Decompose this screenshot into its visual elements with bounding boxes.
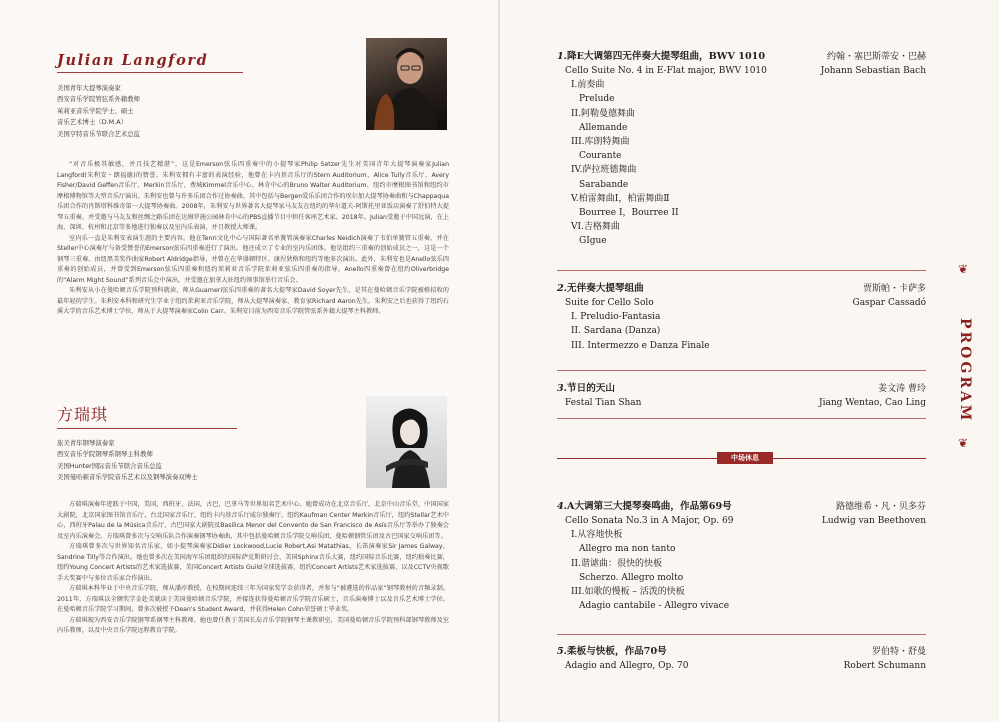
role-line: 美国青年大提琴演奏家 bbox=[57, 84, 121, 92]
movement-en: Courante bbox=[579, 151, 622, 162]
movement-cn: II.谐谑曲：很快的快板 bbox=[571, 558, 662, 569]
composer-en: Gaspar Cassadó bbox=[852, 298, 926, 309]
movement-cn: IV.萨拉班德舞曲 bbox=[571, 165, 637, 176]
role-line: 茱莉亚音乐学院学士、硕士 bbox=[57, 106, 134, 115]
bio-paragraph: 朱利安从小在曼哈顿音乐学院预科就读，师从Guarneri弦乐四重奏的著名大提琴家David Soyer先生，是其在曼哈顿音乐学院被格招收的最年轻的学生。朱利安本科和研究生学业于纽约茱莉亚音乐学院，师从大提琴演奏家、教育家Richard Aaron先生。朱利安之后也获得了纽约石溪大学的音乐艺术博士学位，师从于大提琴演奏家Colin Carr。朱利安目前为西安音乐学院管弦系外籍大提琴主科教师。 bbox=[57, 287, 449, 315]
bio-paragraph: 方瑞琪演奏年迹跃于中国，美国，西班牙，法国，古巴，巴拿马等世界知名艺术中心。她曾成功在北京音乐厅，北京中山音乐堂，中国国家大剧院，北京国家图书馆音乐厅，台北国家音乐厅，纽约卡内基音乐厅威尔独奏厅，纽约Kaufman Center Merkin音乐厅，纽约Stellar艺术中心，西班牙Palau de la Música音乐厅，古巴国家大剧院及Basilica Menor del Convento de San Francisco de Asís音乐厅等举办了独奏会及室内乐演奏会。方瑞琪曾多次与交响乐队合作演奏钢琴协奏曲，其中包括曼哈顿音乐学院交响乐团，曼哈顿钢管乐团及古巴国家交响乐团等。 bbox=[57, 501, 449, 540]
movement-en: II. Sardana (Danza) bbox=[571, 326, 661, 337]
movement-cn: VI.吉格舞曲 bbox=[571, 222, 620, 233]
bio-paragraph: 方瑞琪本科毕业于中央音乐学院，师从潘淳教授，在校期间连续三年为国家奖学金获得者，并参与“被遴选的作品家”钢琴教材的音频录制。2011年，方瑞琪以全额奖学金赴美就读于美国曼哈顿音乐学院，并接连获得曼哈顿音乐学院音乐硕士，音乐演奏博士以及音乐艺术博士学位。在曼哈顿音乐学院学习期间，曾多次被授予Dean's Student Award，并获得Helen Cohn荣誉硕士毕业奖。 bbox=[57, 585, 449, 613]
divider bbox=[557, 418, 926, 419]
performer-2-roles bbox=[57, 438, 198, 484]
piece-title: 2.无伴奏大提琴组曲 bbox=[557, 283, 644, 294]
movement-en: III. Intermezzo e Danza Finale bbox=[571, 340, 710, 351]
composer-en: Johann Sebastian Bach bbox=[820, 66, 926, 77]
piece-subtitle: Festal Tian Shan bbox=[565, 398, 642, 408]
movement-cn: V.柏雷舞曲Ⅰ，柏雷舞曲Ⅱ bbox=[571, 193, 670, 204]
flourish-top-icon: ❦ bbox=[958, 262, 969, 276]
divider bbox=[557, 370, 926, 371]
piece-1-composer bbox=[821, 50, 926, 78]
movement-en: Allemande bbox=[579, 122, 628, 133]
piece-4-composer bbox=[822, 500, 926, 528]
movement-en: Scherzo. Allegro molto bbox=[579, 572, 684, 583]
piece-subtitle: Suite for Cello Solo bbox=[565, 298, 654, 308]
movement-cn: II.阿勒曼德舞曲 bbox=[571, 108, 635, 119]
composer-en: Ludwig van Beethoven bbox=[821, 516, 926, 527]
composer-cn: 贾斯帕・卡萨多 bbox=[862, 284, 926, 294]
piece-title: 3.节日的天山 bbox=[557, 383, 615, 394]
movement-cn: I.从容地快板 bbox=[571, 530, 623, 541]
piece-title: 1.降E大调第四无伴奏大提琴组曲，BWV 1010 bbox=[557, 51, 766, 62]
composer-cn: 路德维希・凡・贝多芬 bbox=[835, 502, 926, 512]
movement-en: Adagio cantabile - Allegro vivace bbox=[579, 601, 730, 612]
role-line: 美国亨特音乐节联合艺术总监 bbox=[57, 129, 141, 138]
performer-1-roles bbox=[57, 83, 140, 140]
bio-paragraph: “对音乐极其敏感，并且技艺精湛”，这是Emerson弦乐四重奏中的小提琴家Philip Setzer先生对美国青年大提琴演奏家Julian Langford(朱利安・朗福德)的赞誉。朱利安拥有丰富的表演经验，他曾在卡内基音乐厅的Stern Auditorium、Alice Tully音乐厅、Avery Fisher/David Geffen音乐厅、Merkin音乐厅、费城Kimmel音乐中心、林肯中心的Bruno Walter Auditorium、纽约市摩根图书馆和纽约市摩根博物馆等大型音乐厅演出。朱利安也曾与许多乐团合作过协奏曲，其中包括与Bergen爱乐乐团合作的埃尔加大提琴协奏曲和与Chappaqua乐团合作的肖斯塔科维奇第一大提琴协奏曲。2008年，朱利安与世界著名大提琴家马友友在纽约的华尔道夫-阿斯托里亚饭店演奏了舒伯特大提琴五重奏，并受邀与马友友和丝绸之路乐团在达姆罗施公园林肯中心的PBS直播节目中担任客座艺术家。2018年，Julian受邀于中国远演，在上海、深圳、杭州和北京等多地进行独奏以及室内乐表演，并且教授大师课。 bbox=[57, 161, 449, 231]
bio-paragraph: 方瑞琪现为西安音乐学院钢琴系钢琴主科教师。她也曾任教于美国长岛音乐学院钢琴主课教研室，美国曼哈顿音乐学院预科部钢琴教师及室内乐教师，以及中央音乐学院远程教育学院。 bbox=[57, 616, 449, 634]
performer-2-bio bbox=[57, 500, 449, 637]
performer-2-name: 方瑞琪 bbox=[57, 405, 109, 424]
bio-paragraph: 室内乐一直是朱利安表演生涯的主要内容。他在Tenri文化中心与国际著名单簧管演奏家Charles Neidich演奏了韦伯单簧管五重奏，并在Steller中心演奏厅与备受赞誉的Emerson弦乐四重奏进行了演出。他还成立了专业的室内乐团体。他是组约三重奏的创始成员之一，这是一个钢琴三重奏。由纽黑美奖作曲家Robert Aldridge指导，并曾在在华盛顿特区、康涅狄格和纽约等地多次演出。此外，朱利安也是Anello弦乐四重奏的创始成员，并曾受到Emerson弦乐四重奏和纽约茱莉亚音乐学院茱莉亚弦乐四重奏的指导。Anello四重奏曾在纽约Oliverbridge的“Alarm Might Sound”系列音乐会中演出，并受邀在加拿大驻纽约领事馆举行音乐会。 bbox=[57, 234, 449, 284]
piece-3-composer bbox=[819, 382, 926, 410]
movement-en: Allegro ma non tanto bbox=[579, 544, 676, 555]
piece-subtitle: Adagio and Allegro, Op. 70 bbox=[565, 661, 689, 671]
role-line: 西安音乐学院管弦系外籍教师 bbox=[57, 95, 141, 104]
movement-cn: I.前奏曲 bbox=[571, 80, 605, 91]
piece-subtitle: Cello Suite No. 4 in E-Flat major, BWV 1010 bbox=[565, 66, 767, 76]
program-side-label: PROGRAM bbox=[957, 318, 973, 424]
performer-1-name: Julian Langford bbox=[57, 52, 209, 69]
composer-cn: 约翰・塞巴斯蒂安・巴赫 bbox=[826, 52, 926, 62]
piece-title: 5.柔板与快板，作品70号 bbox=[557, 646, 667, 657]
role-line: 美国曼哈顿音乐学院音乐艺术以及钢琴演奏双博士 bbox=[57, 473, 198, 482]
role-line: 音乐艺术博士（D.M.A） bbox=[57, 118, 127, 127]
movement-cn: III.库朗特舞曲 bbox=[571, 137, 630, 148]
divider bbox=[557, 270, 926, 271]
cellist-portrait-icon bbox=[366, 38, 447, 130]
movement-cn: III.如歌的慢板 – 活泼的快板 bbox=[571, 587, 685, 598]
performer-1-photo bbox=[366, 38, 447, 130]
performer-2-photo bbox=[366, 396, 447, 488]
movement-en: GIgue bbox=[579, 236, 607, 247]
role-line: 美国Hunter国际音乐节联合音乐总监 bbox=[57, 461, 163, 470]
role-line: 旅美青年钢琴演奏家 bbox=[57, 439, 115, 447]
movement-en: Prelude bbox=[579, 94, 615, 105]
performer-1-rule bbox=[57, 72, 243, 73]
page-fold bbox=[498, 0, 500, 722]
piece-title: 4.A大调第三大提琴奏鸣曲，作品第69号 bbox=[557, 501, 732, 512]
movement-en: Sarabande bbox=[579, 179, 629, 190]
composer-cn: 姜文涛 曹玲 bbox=[878, 384, 926, 394]
intermission-badge: 中场休息 bbox=[717, 452, 773, 464]
piece-2-composer bbox=[853, 282, 927, 310]
composer-en: Robert Schumann bbox=[843, 661, 926, 672]
piece-5-composer bbox=[844, 645, 926, 673]
bio-paragraph: 方瑞琪曾多次与世界知名音乐家，如小提琴演奏家Didier Lockwood,Lucie Robert,Asi Matathias，长笛演奏家Sir James Galway，Sandrine Tilly等合作演出。她也曾多次在美国海军乐团组织的国际萨克斯研讨会、美国Sphinx音乐大赛，纽约国际音乐比赛，纽约独奏比赛，纽约Young Concert Artists的艺术家选拔赛，美国Concert Artists Guild全球选拔赛，纽约Concert Artists艺术家选拔赛，以及CCTV央视歌手大奖赛中与多位音乐家合作演出。 bbox=[57, 543, 449, 582]
pianist-portrait-icon bbox=[366, 396, 447, 488]
divider bbox=[557, 634, 926, 635]
piece-subtitle: Cello Sonata No.3 in A Major, Op. 69 bbox=[565, 516, 734, 526]
composer-cn: 罗伯特・舒曼 bbox=[871, 647, 926, 657]
performer-1-bio bbox=[57, 160, 449, 318]
role-line: 西安音乐学院钢琴系钢琴主科教师 bbox=[57, 450, 153, 459]
flourish-bottom-icon: ❦ bbox=[958, 436, 969, 450]
program-piece-1 bbox=[557, 50, 927, 249]
movement-en: Bourree I，Bourree II bbox=[579, 208, 679, 219]
movement-en: I. Preludio-Fantasia bbox=[571, 312, 661, 323]
composer-en: Jiang Wentao, Cao Ling bbox=[819, 398, 926, 409]
performer-2-rule bbox=[57, 428, 237, 429]
